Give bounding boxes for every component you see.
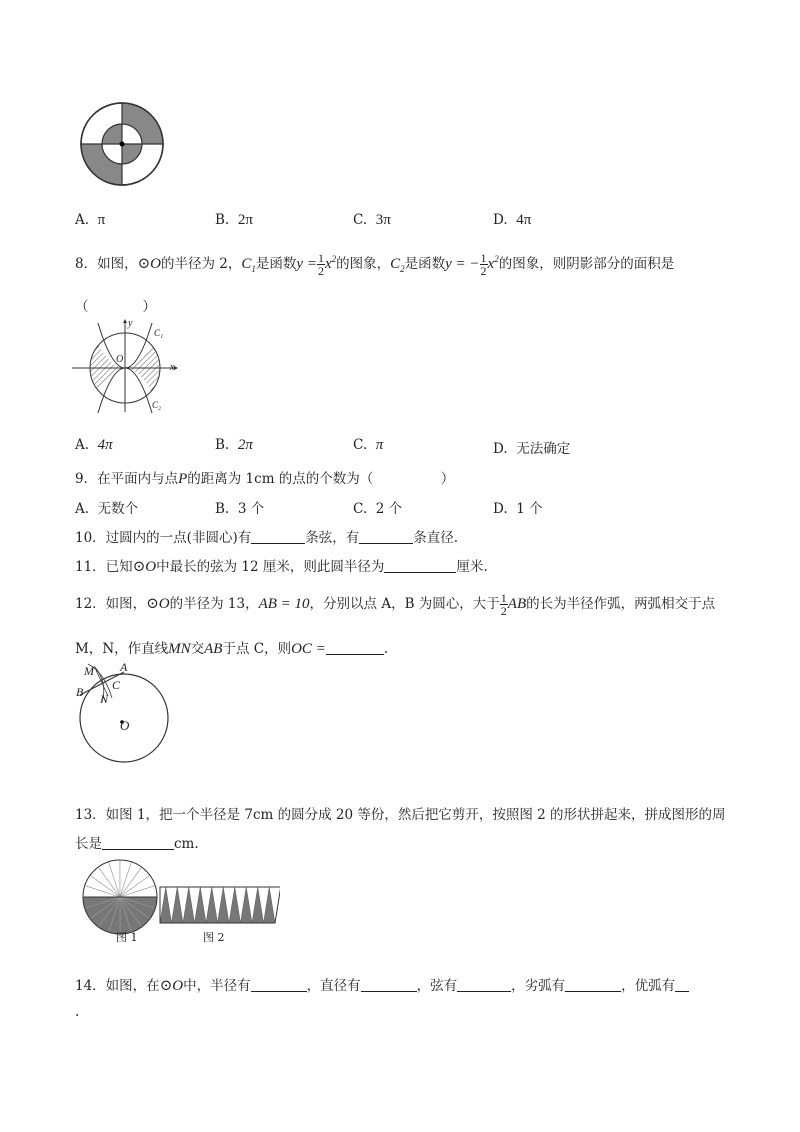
y-axis-label: y (128, 318, 133, 329)
option-letter: D. (493, 441, 508, 457)
fig2-caption: 图 2 (203, 931, 225, 944)
q9-option-c[interactable] (353, 497, 402, 517)
x-squared: $x^2$ (324, 254, 337, 272)
c2-curve-label: C₂ (152, 400, 162, 410)
center-o-label: O (120, 718, 130, 733)
shaded-sector (206, 887, 218, 923)
point-b-label: B (76, 685, 84, 699)
option-value: 无法确定 (516, 441, 571, 457)
option-letter: D. (493, 212, 508, 228)
q7-option-a[interactable] (75, 212, 105, 229)
text: 是函数 (404, 256, 446, 272)
point-p: P (178, 471, 188, 487)
option-value: π (97, 212, 106, 228)
function-y: y = (296, 256, 317, 272)
shaded-sector (264, 887, 276, 923)
answer-blank[interactable] (361, 979, 417, 992)
circle-o-symbol: ⊙O (159, 978, 184, 994)
x-squared: $x^2$ (487, 254, 499, 272)
function-y-neg: y = − (445, 256, 480, 272)
answer-blank[interactable] (675, 979, 689, 992)
q7-ring-figure (78, 100, 168, 188)
option-letter: C. (353, 501, 368, 517)
text: 是函数 (255, 256, 297, 272)
text: 的图象， (336, 256, 391, 272)
q13-rearranged-figure (158, 885, 280, 925)
q7-option-c[interactable] (353, 212, 391, 229)
option-letter: B. (215, 212, 230, 228)
q10-stem: 10．过圆内的一点(非圆心)有 条弦，有 条直径. (75, 530, 459, 546)
text: 的图象，则阴影部分的面积是 (498, 256, 675, 272)
option-letter: B. (215, 501, 230, 517)
point-n-label: N (100, 692, 109, 706)
option-letter: A. (75, 212, 90, 228)
q8-answer-paren: （ ） (75, 299, 156, 315)
answer-blank[interactable] (384, 560, 456, 573)
ab-length: AB = 10 (258, 596, 310, 612)
q8-option-d[interactable] (493, 437, 570, 457)
answer-blank[interactable] (251, 979, 307, 992)
q12-stem-line2: M，N，作直线MN交AB于点 C，则OC = . (75, 641, 389, 657)
q9-option-d[interactable] (493, 497, 543, 517)
q7-option-d[interactable] (493, 212, 531, 229)
option-letter: A. (75, 437, 90, 453)
option-letter: D. (493, 501, 508, 517)
circle-o-symbol: ⊙O (146, 596, 170, 612)
option-letter: A. (75, 501, 90, 517)
c2-symbol: $C_2$ (390, 256, 405, 274)
option-value: 1 个 (516, 501, 543, 517)
shaded-sector (160, 887, 172, 923)
option-value: 3π (375, 212, 391, 228)
answer-blank[interactable] (457, 979, 511, 992)
q7-option-b[interactable] (215, 212, 253, 229)
option-value: 2 个 (375, 501, 403, 517)
option-value: π (375, 437, 384, 453)
shaded-sector (195, 887, 207, 923)
origin-label: O (116, 354, 124, 365)
text: 的半径为 2， (161, 256, 242, 272)
q9-option-a[interactable] (75, 497, 138, 517)
x-axis-label: x (170, 362, 175, 373)
q13-stem-line1: 13．如图 1，把一个半径是 7cm 的圆分成 20 等份，然后把它剪开，按照图 2 的形状拼起来，拼成图形的周 (75, 807, 726, 823)
circle-o-symbol: ⊙O (132, 559, 157, 575)
shaded-sector (218, 887, 230, 923)
q11-stem: 11．已知⊙O中最长的弦为 12 厘米，则此圆半径为 厘米. (75, 559, 488, 575)
q13-stem-line2: 长是 cm. (75, 836, 199, 852)
q8-number: 8．如图， (75, 256, 138, 272)
fraction-half: $\frac{1}{2}$ (480, 251, 487, 278)
q8-option-c[interactable] (353, 437, 383, 454)
option-value: 4π (97, 437, 113, 453)
option-value: 无数个 (97, 501, 139, 517)
option-letter: C. (353, 212, 368, 228)
option-value: 2π (237, 212, 253, 228)
answer-blank[interactable] (251, 531, 305, 544)
c1-curve-label: C₁ (154, 328, 164, 338)
q14-period: . (75, 1004, 80, 1020)
point-m-label: M (84, 664, 94, 678)
option-letter: C. (353, 437, 368, 453)
shaded-sector (183, 887, 195, 923)
option-value: 2π (237, 437, 253, 453)
q14-stem: 14．如图，在⊙O中，半径有 ，直径有 ，弦有 ，劣弧有 ，优弧有 (75, 974, 689, 995)
shaded-sector (172, 887, 184, 923)
q12-stem-line1: 12．如图，⊙O的半径为 13，AB = 10，分别以点 A，B 为圆心，大于 $\frac{1}{2}$ AB的长为半径作弧，两弧相交于点 (75, 591, 716, 618)
q9-stem: 9．在平面内与点P的距离为 1cm 的点的个数为（ ） (75, 471, 455, 487)
shaded-sector (241, 887, 253, 923)
shaded-sector (252, 887, 264, 923)
q8-option-a[interactable] (75, 437, 113, 454)
circle-o-symbol: ⊙O (137, 256, 161, 272)
q13-circle-sectors-figure (80, 857, 160, 937)
fraction-half: $\frac{1}{2}$ (500, 591, 507, 618)
point-c-label: C (112, 678, 121, 692)
answer-blank[interactable] (359, 531, 413, 544)
fig1-caption: 图 1 (116, 931, 138, 944)
point-a-label: A (120, 660, 128, 674)
shaded-sector (229, 887, 241, 923)
q8-parabola-figure (70, 318, 180, 414)
answer-blank[interactable] (102, 837, 174, 850)
option-value: 3 个 (237, 501, 265, 517)
q8-stem (75, 252, 674, 277)
option-value: 4π (516, 212, 532, 228)
q9-option-b[interactable] (215, 497, 264, 517)
answer-blank[interactable] (565, 979, 621, 992)
c1-symbol: $C_1$ (241, 256, 256, 274)
option-letter: B. (215, 437, 230, 453)
fraction-half: $\frac{1}{2}$ (317, 251, 324, 278)
answer-blank[interactable] (326, 642, 384, 655)
q8-option-b[interactable] (215, 437, 253, 454)
